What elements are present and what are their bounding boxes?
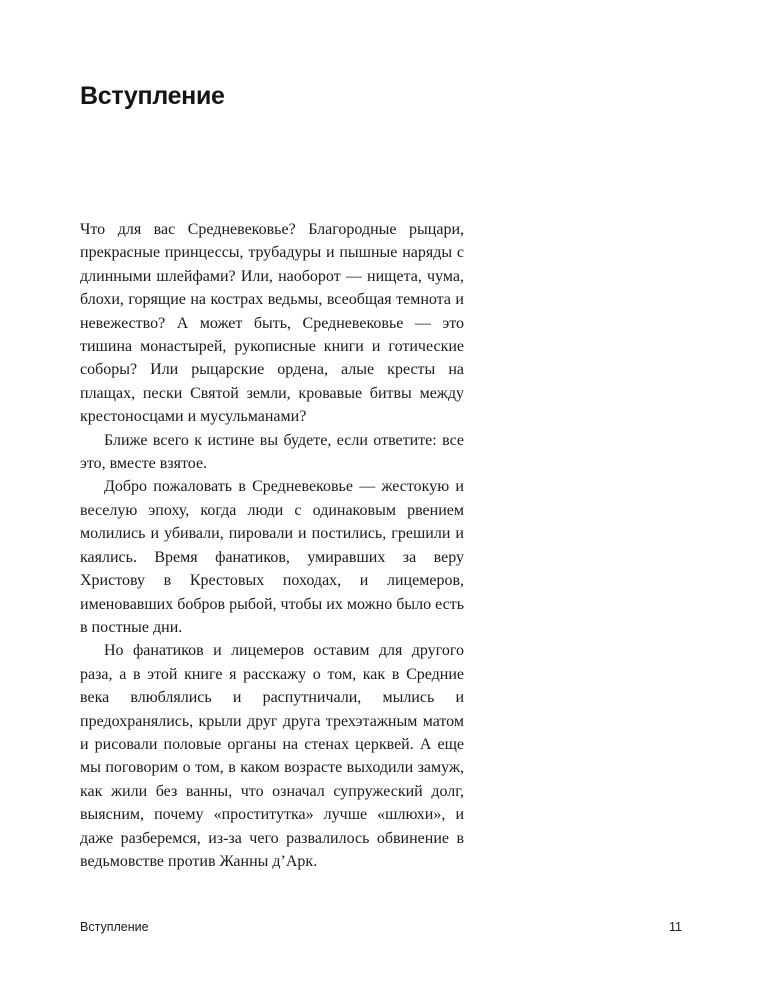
paragraph-1: Что для вас Средневековье? Благородные рыцари, прекрасные принцессы, трубадуры и пышные наряды с длинными шлейфами? Или, наоборот — нищета, чума, блохи, горящие на кострах ведьмы, всеобщая темнота и невежество? А может быть, Средневековье — это тишина монастырей, рукописные книги и готические соборы? Или рыцарские ордена, алые кресты на плащах, пески Святой земли, кровавые битвы между крестоносцами и мусульманами?: [80, 221, 464, 426]
paragraph-2: Ближе всего к истине вы будете, если ответите: все это, вместе взятое.: [80, 431, 464, 473]
chapter-body: [80, 218, 464, 873]
page-number: 11: [669, 920, 682, 934]
paragraph-4: Но фанатиков и лицемеров оставим для другого раза, а в этой книге я расскажу о том, как в Средние века влюблялись и распутничали, мылись и предохранялись, крыли друг друга трехэтажным матом и рисовали половые органы на стенах церквей. А еще мы поговорим о том, в каком возрасте выходили замуж, как жили без ванны, что означал супружеский долг, выясним, почему «проститутка» лучше «шлюхи», и даже разберемся, из-за чего развалилось обвинение в ведьмовстве против Жанны д’Арк.: [80, 642, 464, 870]
chapter-heading: Вступление: [80, 82, 225, 110]
paragraph-3: Добро пожаловать в Средневековье — жестокую и веселую эпоху, когда люди с одинаковым рвением молились и убивали, пировали и постились, грешили и каялись. Время фанатиков, умиравших за веру Христову в Крестовых походах, и лицемеров, именовавших бобров рыбой, чтобы их можно было есть в постные дни.: [80, 478, 464, 636]
running-title: Вступление: [80, 920, 149, 934]
